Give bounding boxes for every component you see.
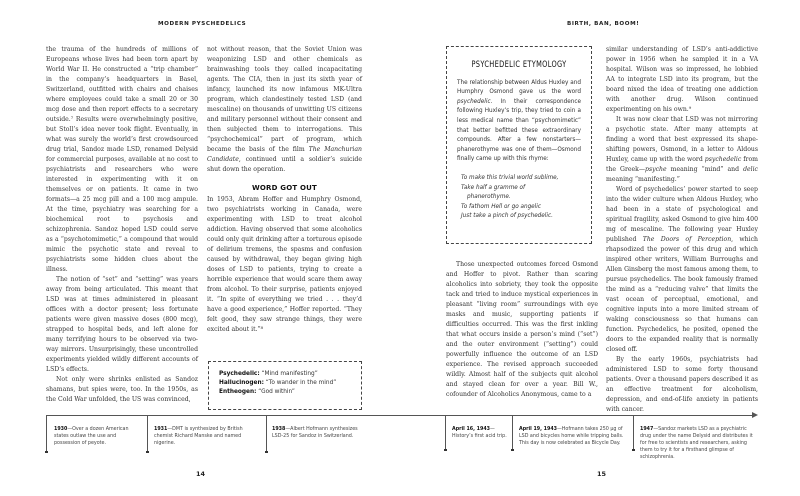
left-page-column-2 — [207, 45, 362, 335]
paragraph — [606, 185, 758, 355]
timeline-event — [452, 426, 510, 440]
section-heading: WORD GOT OUT — [251, 184, 318, 192]
paragraph: similar understanding of LSD’s anti-addictive power in 1956 when he sampled it in a VA hospital. Wilson was so impressed, he lobbied AA to integrate LSD into its program, but the board nixed the idea of treating one addiction with another drug. Wilson continued experimenting on his own.⁹ — [606, 46, 758, 113]
definition-meaning: “Mind manifesting” — [261, 371, 318, 377]
paragraph — [606, 115, 758, 185]
definition-meaning: “God within” — [258, 389, 295, 395]
text-run: It was now clear that LSD was not mirroring a psychotic state. After many attempts at finding a word that best expressed its shape-shifting powers, Osmond, in a letter to Aldous Huxley, came up with the word — [606, 116, 758, 163]
timeline-event — [519, 426, 627, 447]
poem-line: phanerothyme. — [467, 194, 511, 201]
poem-line: Just take a pinch of psychedelic. — [461, 213, 553, 220]
poem-line: To make this trivial world sublime, — [461, 174, 559, 181]
event-text: —Albert Hofmann synthesizes LSD-25 for Sandoz in Switzerland. — [272, 427, 358, 439]
timeline-tick — [512, 415, 513, 450]
event-date: April 19, 1943 — [519, 427, 557, 432]
text-run-italic: psyche — [645, 166, 667, 173]
event-date: 1930 — [54, 427, 68, 432]
poem-line: To fathom Hell or go angelic — [461, 203, 541, 210]
timeline-tick — [147, 415, 148, 452]
poem-line: Take half a gramme of — [461, 184, 526, 191]
event-text: —History’s first acid trip. — [452, 427, 507, 439]
paragraph: Not only were shrinks enlisted as Sandoz shamans, but spies were, too. In the 1950s, as the Cold War unfolded, the US was convinced, — [46, 376, 198, 403]
definition-meaning: “To wander in the mind” — [265, 380, 337, 386]
definitions-box — [208, 361, 362, 410]
paragraph: The notion of “set” and “setting” was years away from being articulated. This meant that LSD was at times administered in pleasant offices with a doctor present; less fortunate patients were given massive doses (800 mcg), strapped to hospital beds, and left alone for many terrifying hours to be observed via two-way mirrors. Unsurprisingly, these uncontrolled experiments yielded wildly different accounts of LSD’s effects. — [46, 276, 198, 373]
text-run: , which rhapsodized the power of this drug and which inspired other writers, William Burroughs and Allen Ginsberg the most famous among them, to pursue psychedelics. The book famously framed the mind as a “reducing valve” that limits the vast ocean of perceptual, emotional, and cognitive inputs into a more limited stream of waking consciousness so that humans can function. Psychedelics, he posited, opened the doors to the expanded reality that is normally closed off. — [606, 236, 758, 353]
paragraph: By the early 1960s, psychiatrists had administered LSD to some forty thousand patients. Over a thousand papers described it as an effective treatment for alcoholism, depression, and end-of-life anxiety in patients with cancer. — [606, 356, 758, 413]
text-run: The relationship between Aldus Huxley and Humphry Osmond gave us the word — [457, 79, 581, 96]
right-page-column-1 — [446, 260, 598, 400]
sidebar-body — [457, 79, 581, 165]
definition-term: Hallucinogen: — [219, 380, 264, 386]
timeline-event — [154, 426, 260, 447]
event-text: —Over a dozen American states outlaw the use and possession of peyote. — [54, 427, 129, 446]
timeline-event — [272, 426, 362, 440]
event-date: 1931 — [154, 427, 168, 432]
event-text: —Hofmann takes 250 µg of LSD and bicycles home while tripping balls. This day is now celebrated as Bicycle Day. — [519, 427, 624, 446]
sidebar-title: PSYCHEDELIC ETYMOLOGY — [471, 60, 567, 70]
rhyme-poem — [457, 174, 581, 222]
running-head-left: MODERN PYSCHEDELICS — [158, 21, 247, 27]
text-run: meaning “mind” and — [666, 166, 744, 173]
text-run: . In their correspondence following Huxley’s trip, they tried to coin a less medical name than “psychomimetic” that better befitted these extraordinary compounds. After a few nonstarters—phanerothyme was one of them—Osmond finally came up with this rhyme: — [457, 98, 581, 163]
running-head-right: BIRTH, BAN, BOOM! — [567, 21, 640, 27]
timeline-event — [54, 426, 142, 447]
right-page-column-2 — [606, 45, 758, 415]
paragraph: the trauma of the hundreds of millions of Europeans whose lives had been torn apart by World War II. He constructed a “trip chamber” in the company’s headquarters in Basel, Switzerland, outfitted with chairs and chaises where employees could take a small 20 or 30 mcg dose and then report effects to a secretary outside.⁷ Results were overwhelmingly positive, but Stoll’s idea never took flight. Eventually, in what was surely the world’s first crowdsourced drug trial, Sandoz made LSD, renamed Delysid for commercial purposes, available at no cost to psychiatrists and researchers who were interested in experimenting with it on themselves or on patients. It came in two formats—a 25 mcg pill and a 100 mcg ampule. At the time, psychiatry was searching for a biochemical root to psychosis and schizophrenia. Sandoz hoped LSD could serve as a “psychotomimetic,” a compound that would mimic the psychotic state and reveal to psychiatrists some hidden clues about the illness. — [46, 46, 198, 273]
paragraph: Those unexpected outcomes forced Osmond and Hoffer to pivot. Rather than scaring alcoholics into sobriety, they took the opposite tack and tried to induce mystical experiences in pleasant “living room” surroundings with eye masks and music, supporting patients if difficulties occurred. This was the first inkling that what occurs inside a person’s mind (“set”) and the outer environment (“setting”) could powerfully influence the outcome of an LSD experience. The revised approach succeeded wildly. Almost half of the subjects quit alcohol and stayed clean for over a year. Bill W., cofounder of Alcoholics Anonymous, came to a — [446, 261, 598, 398]
paragraph: In 1953, Abram Hoffer and Humphry Osmond, two psychiatrists working in Canada, were experimenting with LSD to treat alcohol addiction. Having observed that some alcoholics could only quit drinking after a torturous episode of delirium tremens, the spasms and confusion caused by withdrawal, they began giving high doses of LSD to patients, trying to create a horrible experience that would scare them away from alcohol. To their surprise, patients enjoyed it. “In spite of everything we tried . . . they’d have a good experience,” Hoffer reported. “They felt good, they saw strange things, they were excited about it.”⁸ — [207, 196, 362, 333]
page-number-right: 15 — [597, 470, 607, 478]
text-run: from the Greek— — [606, 156, 758, 173]
event-date: 1947 — [640, 427, 654, 432]
text-run-italic: psychedelic — [457, 98, 491, 105]
text-run-italic: psychedelic — [704, 156, 742, 163]
timeline-event — [640, 426, 758, 461]
text-run: , continued until a soldier’s suicide shut down the operation. — [207, 156, 362, 173]
definition-item — [219, 370, 351, 379]
event-date: April 16, 1943 — [452, 427, 490, 432]
event-text: —Sandoz markets LSD as a psychiatric drug under the name Delysid and distributes it for free to scientists and researchers, asking them to try it for a firsthand glimpse of schizophrenia. — [640, 427, 753, 460]
left-page-column-1 — [46, 45, 198, 405]
film-title: The Manchurian Candidate — [207, 146, 362, 163]
text-run: meaning “manifesting.” — [606, 176, 680, 183]
text-run: Word of psychedelics’ power started to seep into the wider culture when Aldous Huxley, who had been in a state of psychological and spiritual fragility, asked Osmond to give him 400 mg of mescaline. The following year Huxley published — [606, 186, 758, 243]
timeline-tick — [445, 415, 446, 450]
timeline-axis — [46, 415, 756, 416]
timeline-tick — [266, 415, 267, 452]
timeline-tick — [633, 415, 634, 450]
event-text: —DMT is synthesized by British chemist Richard Manske and named nigerine. — [154, 427, 243, 446]
timeline-tick — [46, 415, 47, 452]
paragraph — [207, 45, 362, 175]
definition-item — [219, 379, 351, 388]
book-title: The Doors of Perception — [642, 236, 732, 243]
definition-term: Entheogen: — [219, 389, 257, 395]
etymology-sidebar — [446, 46, 592, 244]
text-run-italic: delic — [743, 166, 758, 173]
definition-item — [219, 388, 351, 397]
page-number-left: 14 — [196, 470, 206, 478]
event-date: 1938 — [272, 427, 286, 432]
timeline-arrow-icon — [752, 412, 758, 418]
definition-term: Psychedelic: — [219, 371, 260, 377]
text-run: not without reason, that the Soviet Union was weaponizing LSD and other chemicals as brainwashing tools they called incapacitating agents. The CIA, then in just its sixth year of infancy, launched its now infamous MK-Ultra program, which clandestinely tested LSD (and mescaline) on thousands of unwitting US citizens and military personnel without their consent and then subjected them to interrogations. This “psychochemical” part of program, which became the basis of the film — [207, 46, 362, 153]
